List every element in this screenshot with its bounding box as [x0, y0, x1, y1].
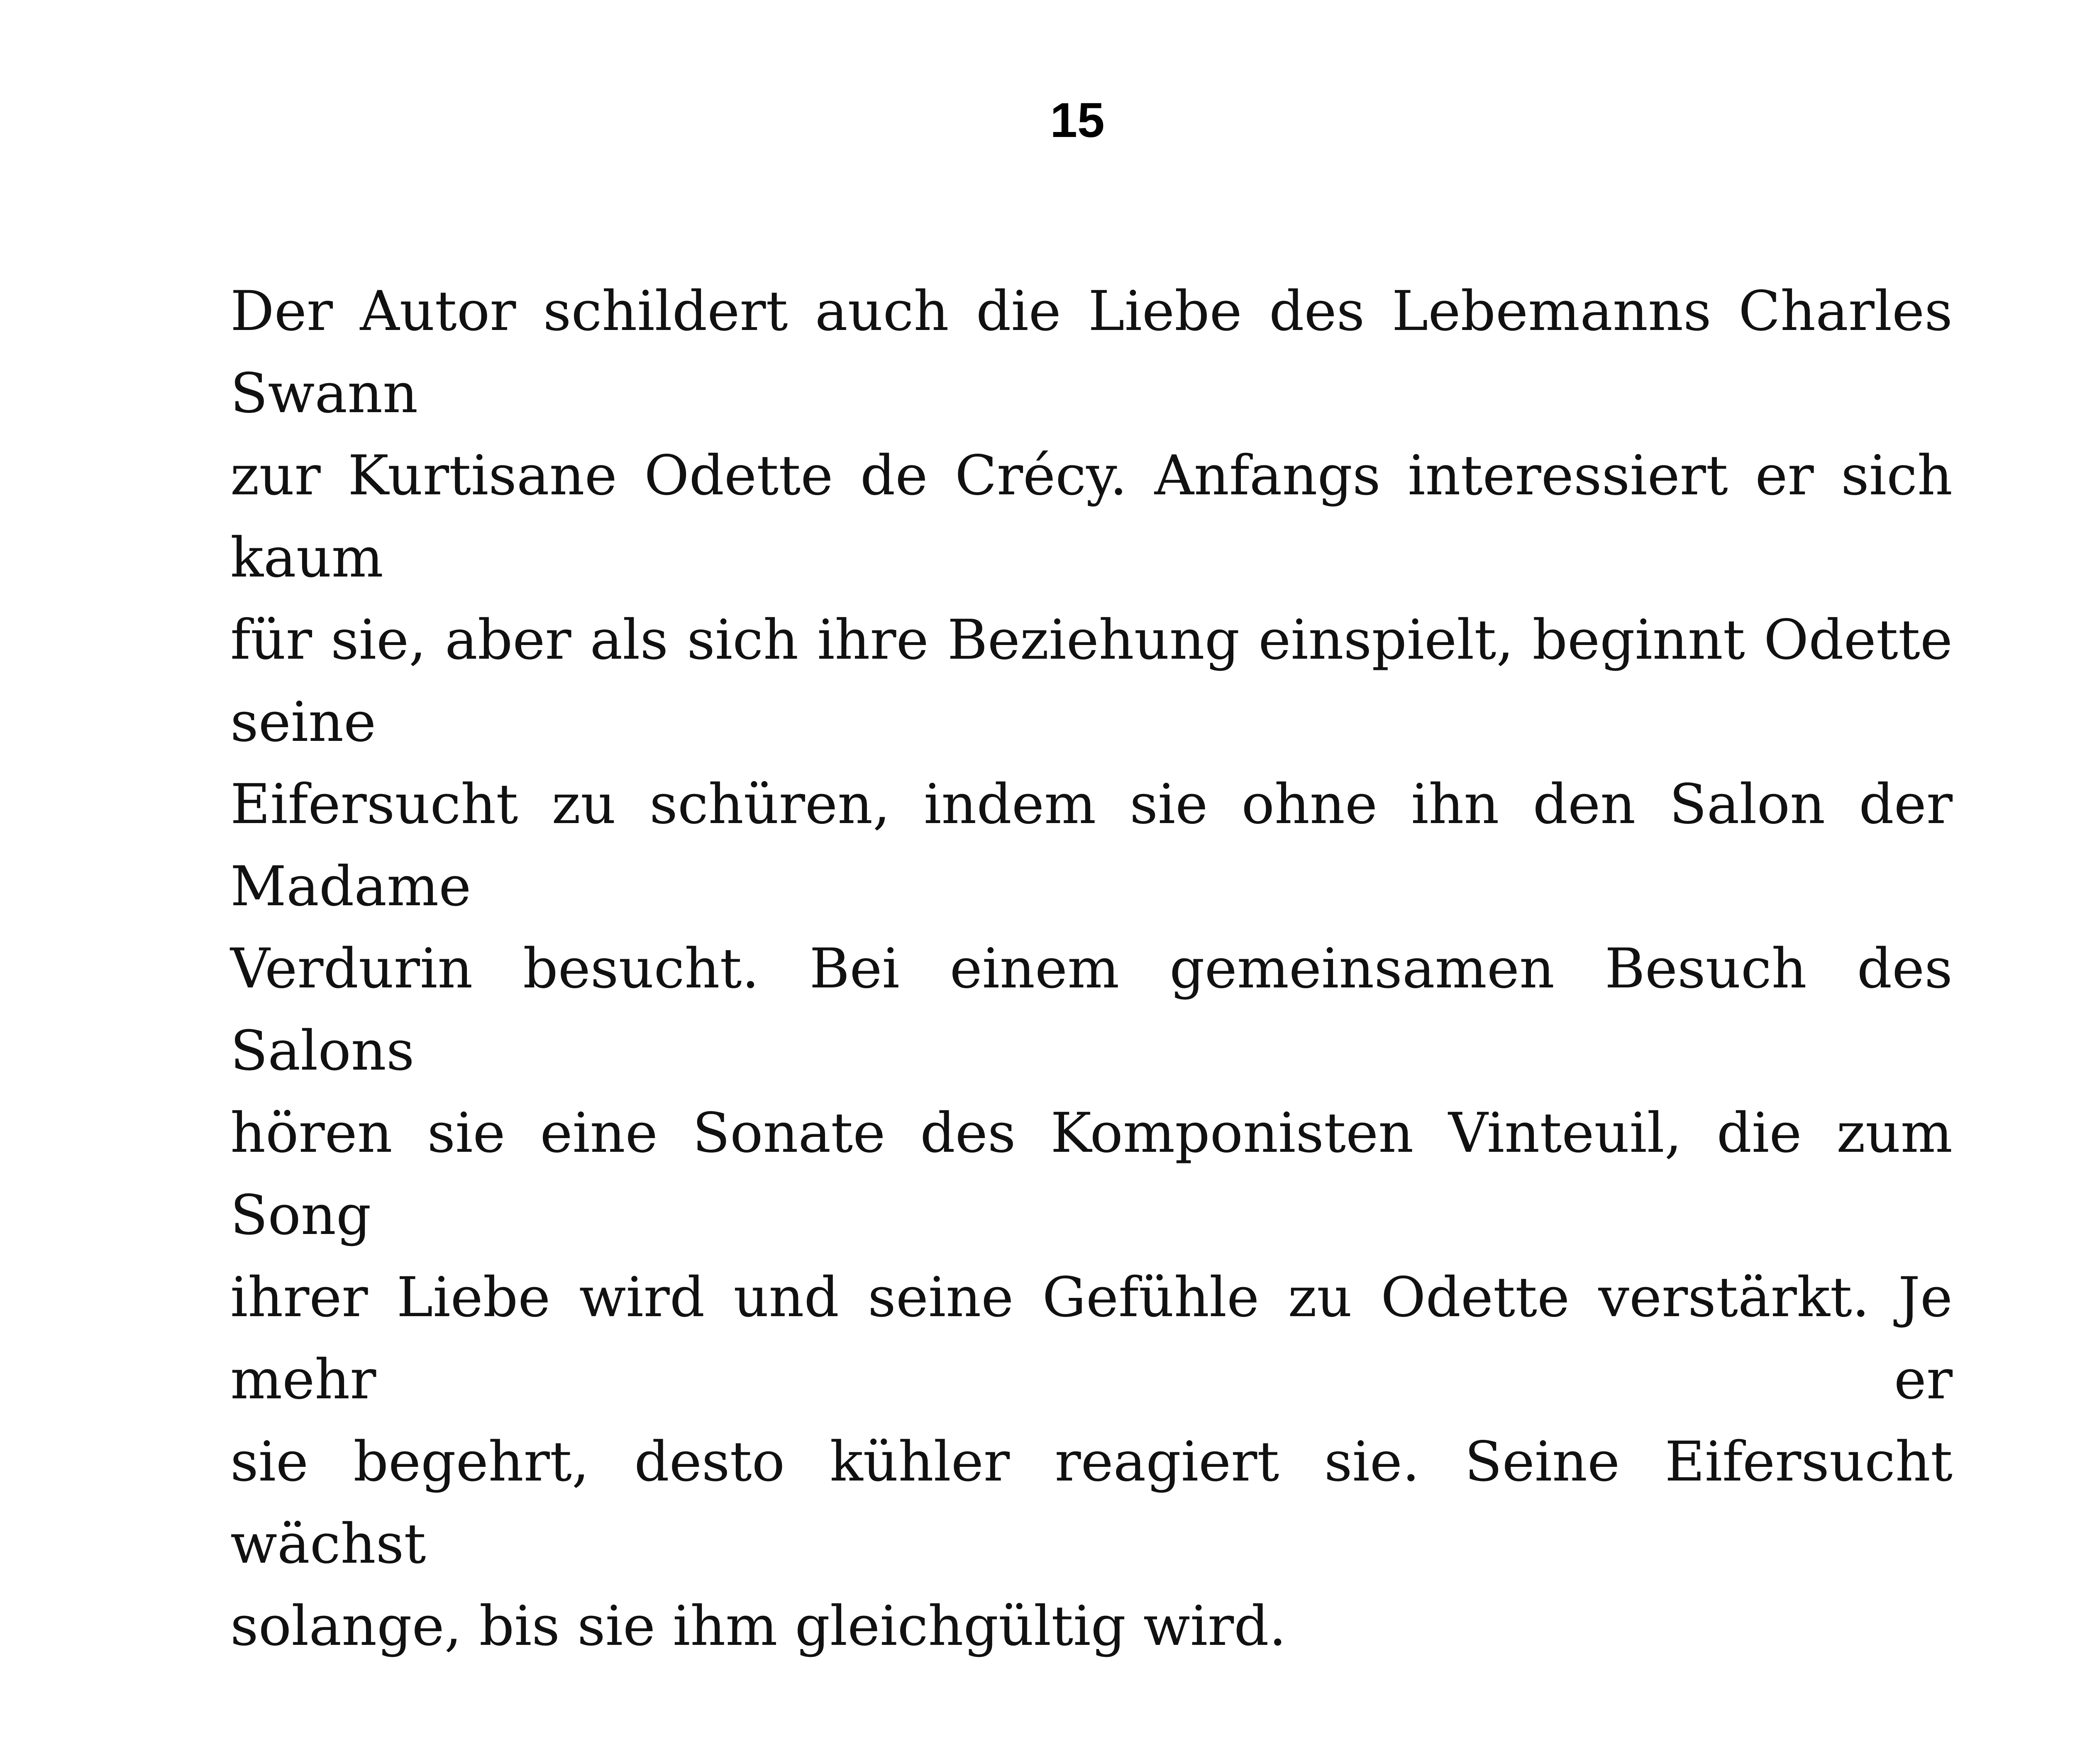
paragraph-line-6: hören sie eine Sonate des Komponisten Vinteuil, die zum Song [230, 1101, 1953, 1247]
paragraph-line-2: zur Kurtisane Odette de Crécy. Anfangs interessiert er sich kaum [230, 444, 1953, 590]
paragraph-line-8: sie begehrt, desto kühler reagiert sie. Seine Eifersucht wächst [230, 1430, 1953, 1576]
paragraph-line-1: Der Autor schildert auch die Liebe des Lebemanns Charles Swann [230, 279, 1953, 425]
body-paragraph [230, 270, 1953, 1667]
page-number: 15 [1050, 93, 1105, 148]
paragraph-line-3: für sie, aber als sich ihre Beziehung einspielt, beginnt Odette seine [230, 608, 1953, 754]
paragraph-line-4: Eifersucht zu schüren, indem sie ohne ihn den Salon der Madame [230, 772, 1953, 919]
paragraph-line-9: solange, bis sie ihm gleichgültig wird. [230, 1594, 1286, 1658]
paragraph-line-7: ihrer Liebe wird und seine Gefühle zu Odette verstärkt. Je mehr er [230, 1266, 1953, 1412]
paragraph-line-5: Verdurin besucht. Bei einem gemeinsamen Besuch des Salons [230, 937, 1953, 1083]
